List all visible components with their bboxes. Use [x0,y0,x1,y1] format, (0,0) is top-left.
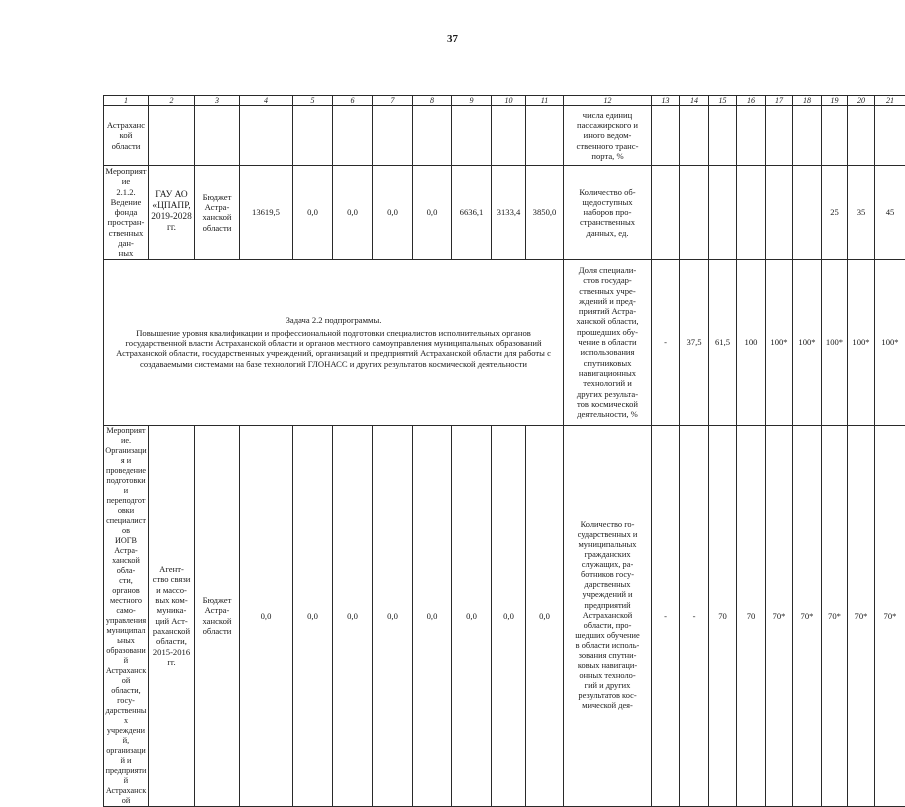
empty-cell [766,106,793,166]
empty-cell [822,106,848,166]
column-number: 7 [373,96,413,106]
column-number: 21 [875,96,905,106]
value-cell: 0,0 [373,166,413,260]
value-cell [793,166,822,260]
table-row-continuation [104,106,905,166]
value-cell: 0,0 [413,425,452,806]
value-cell: 0,0 [526,425,564,806]
value-cell: 0,0 [293,425,333,806]
indicator-cell: Количество го- сударственных и муниципальных гражданских служащих, ра- ботников госу- дарственных учреждений и предприятий Астраханской области, про- шедших обучение в области исполь- зования спутни- ковых навигаци- онных техноло- гий и других результатов кос- мической дея- [564,425,652,806]
empty-cell [875,106,905,166]
column-number: 11 [526,96,564,106]
value-cell: 6636,1 [452,166,492,260]
value-cell: 70* [848,425,875,806]
value-cell: 35 [848,166,875,260]
indicator-cell: Количество об- щедоступных наборов про- странственных данных, ед. [564,166,652,260]
value-cell: 3850,0 [526,166,564,260]
task-text: Повышение уровня квалификации и профессиональной подготовки специалистов исполнительных органов государственной власти Астраханской области и органов местного самоуправления муниципальных образований Астраханской области, государственных учреждений, организаций и предприятий Астраханской области для работы с создаваемыми системами на базе технологий ГЛОНАСС и других результатов космической деятельности [105,328,562,369]
column-number: 20 [848,96,875,106]
indicator-cell: числа единиц пассажирского и иного ведом- ственного транс- порта, % [564,106,652,166]
value-cell: 0,0 [413,166,452,260]
value-cell: 37,5 [680,259,709,425]
value-cell: 100* [766,259,793,425]
value-cell: 25 [822,166,848,260]
value-cell: - [652,425,680,806]
value-cell: 100* [848,259,875,425]
empty-cell [737,106,766,166]
value-cell: 0,0 [293,166,333,260]
value-cell: 61,5 [709,259,737,425]
value-cell: 70* [822,425,848,806]
column-number: 2 [149,96,195,106]
value-cell [680,166,709,260]
column-number: 4 [240,96,293,106]
executor-cell: Агент- ство связи и массо- вых ком- муника- ций Аст- раханской области, 2015-2016 гг. [149,425,195,806]
value-cell: 70 [737,425,766,806]
task-title: Задача 2.2 подпрограммы. [105,315,562,325]
row-name-cell: Мероприятие 2.1.2. Ведение фонда простран- ственных дан- ных [104,166,149,260]
column-number-row [104,96,905,106]
empty-cell [492,106,526,166]
empty-cell [413,106,452,166]
value-cell: 13619,5 [240,166,293,260]
value-cell: 100* [875,259,905,425]
page-number: 37 [0,33,905,45]
empty-cell [195,106,240,166]
column-number: 1 [104,96,149,106]
value-cell: 0,0 [240,425,293,806]
value-cell: 70* [766,425,793,806]
value-cell [709,166,737,260]
value-cell: 70* [875,425,905,806]
empty-cell [293,106,333,166]
row-name-cell: Мероприятие. Организация и проведение подготовки и переподготовки специалистов ИОГВ Астра- ханской обла- сти, органов местного само- управления муниципальных образований Астраханской области, госу- дарственных учреждений, организаций и предприятий Астраханской [104,425,149,806]
value-cell: 0,0 [333,425,373,806]
table-row-task-2-2 [104,259,905,425]
program-table [103,95,905,807]
column-number: 9 [452,96,492,106]
value-cell: 100* [793,259,822,425]
value-cell: 100 [737,259,766,425]
column-number: 5 [293,96,333,106]
empty-cell [526,106,564,166]
table-row-measure-2-1-2 [104,166,905,260]
indicator-cell: Доля специали- стов государ- ственных учре- ждений и пред- приятий Астра- ханской области, прошедших обу- чение в области использования спутниковых навигационных технологий и других результа- тов космической деятельности, % [564,259,652,425]
empty-cell [240,106,293,166]
value-cell: 0,0 [373,425,413,806]
empty-cell [652,106,680,166]
value-cell [737,166,766,260]
value-cell: 70* [793,425,822,806]
empty-cell [149,106,195,166]
empty-cell [452,106,492,166]
value-cell [652,166,680,260]
value-cell: 0,0 [333,166,373,260]
empty-cell [793,106,822,166]
column-number: 8 [413,96,452,106]
empty-cell [373,106,413,166]
column-number: 10 [492,96,526,106]
value-cell [766,166,793,260]
value-cell: - [680,425,709,806]
value-cell: 0,0 [492,425,526,806]
column-number: 13 [652,96,680,106]
value-cell: 70 [709,425,737,806]
value-cell: 100* [822,259,848,425]
column-number: 3 [195,96,240,106]
column-number: 14 [680,96,709,106]
value-cell: 45 [875,166,905,260]
executor-cell: ГАУ АО «ЦПАПР, 2019-2028 гг. [149,166,195,260]
value-cell: - [652,259,680,425]
column-number: 12 [564,96,652,106]
empty-cell [848,106,875,166]
column-number: 17 [766,96,793,106]
empty-cell [709,106,737,166]
row-name-cell: Астраханской области [104,106,149,166]
column-number: 18 [793,96,822,106]
column-number: 15 [709,96,737,106]
funding-source-cell: Бюджет Астра- ханской области [195,166,240,260]
column-number: 19 [822,96,848,106]
value-cell: 0,0 [452,425,492,806]
column-number: 16 [737,96,766,106]
column-number: 6 [333,96,373,106]
task-description-cell [104,259,564,425]
empty-cell [333,106,373,166]
table-row-measure-training [104,425,905,806]
funding-source-cell: Бюджет Астра- ханской области [195,425,240,806]
empty-cell [680,106,709,166]
value-cell: 3133,4 [492,166,526,260]
